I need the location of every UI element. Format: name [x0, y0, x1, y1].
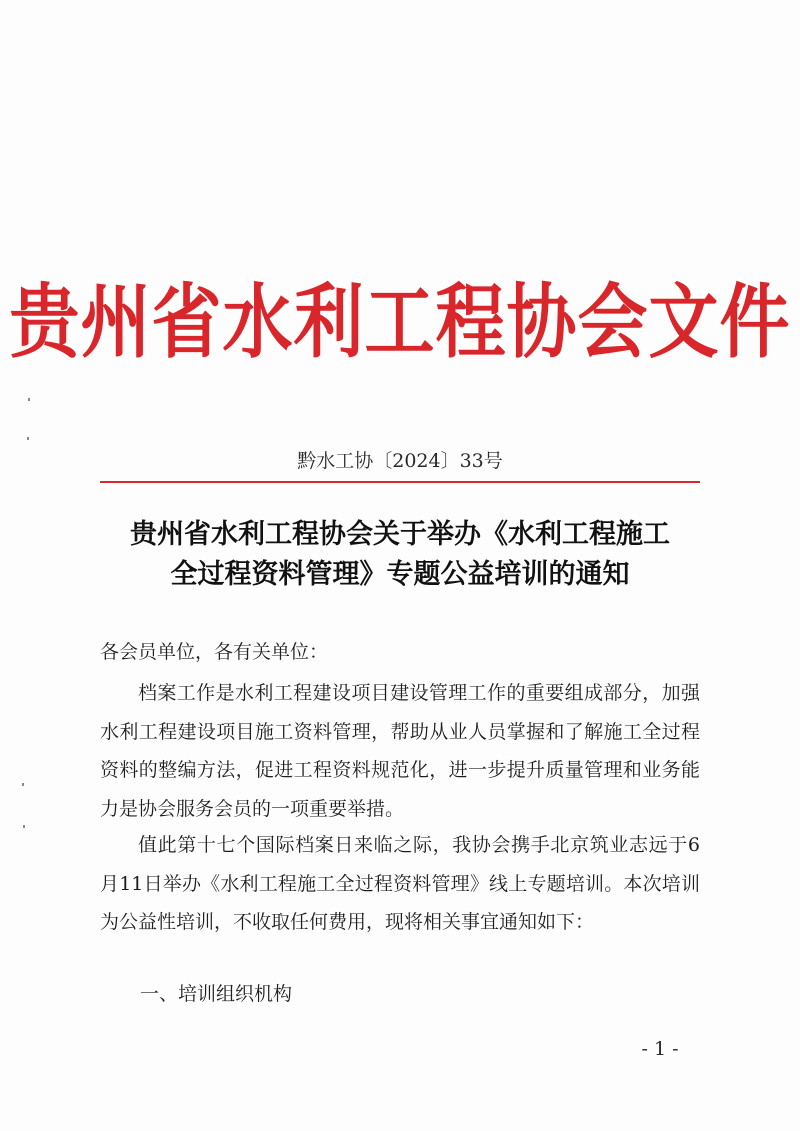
red-divider-line — [100, 481, 700, 483]
body-paragraph: 档案工作是水利工程建设项目建设管理工作的重要组成部分，加强水利工程建设项目施工资料管理，帮助从业人员掌握和了解施工全过程资料的整编方法，促进工程资料规范化，进一步提升质量管理和业务能力是协会服务会员的一项重要举措。 — [100, 682, 700, 820]
body-paragraph: 值此第十七个国际档案日来临之际，我协会携手北京筑业志远于6月11日举办《水利工程施工全过程资料管理》线上专题培训。本次培训为公益性培训，不收取任何费用，现将相关事宜通知如下： — [100, 834, 700, 933]
notice-title — [60, 515, 740, 595]
scan-speck — [27, 437, 29, 440]
document-number: 黔水工协〔2024〕33号 — [297, 450, 503, 472]
scan-speck — [28, 398, 30, 401]
scan-speck — [22, 783, 24, 786]
section-heading: 一、培训组织机构 — [140, 983, 293, 1005]
notice-title-line-2: 全过程资料管理》专题公益培训的通知 — [170, 559, 630, 590]
salutation: 各会员单位，各有关单位： — [100, 641, 329, 663]
scan-speck — [23, 825, 25, 828]
page-number: - 1 - — [641, 1038, 679, 1060]
notice-title-line-1: 贵州省水利工程协会关于举办《水利工程施工 — [130, 519, 670, 550]
masthead-title: 贵州省水利工程协会文件 — [9, 275, 791, 370]
